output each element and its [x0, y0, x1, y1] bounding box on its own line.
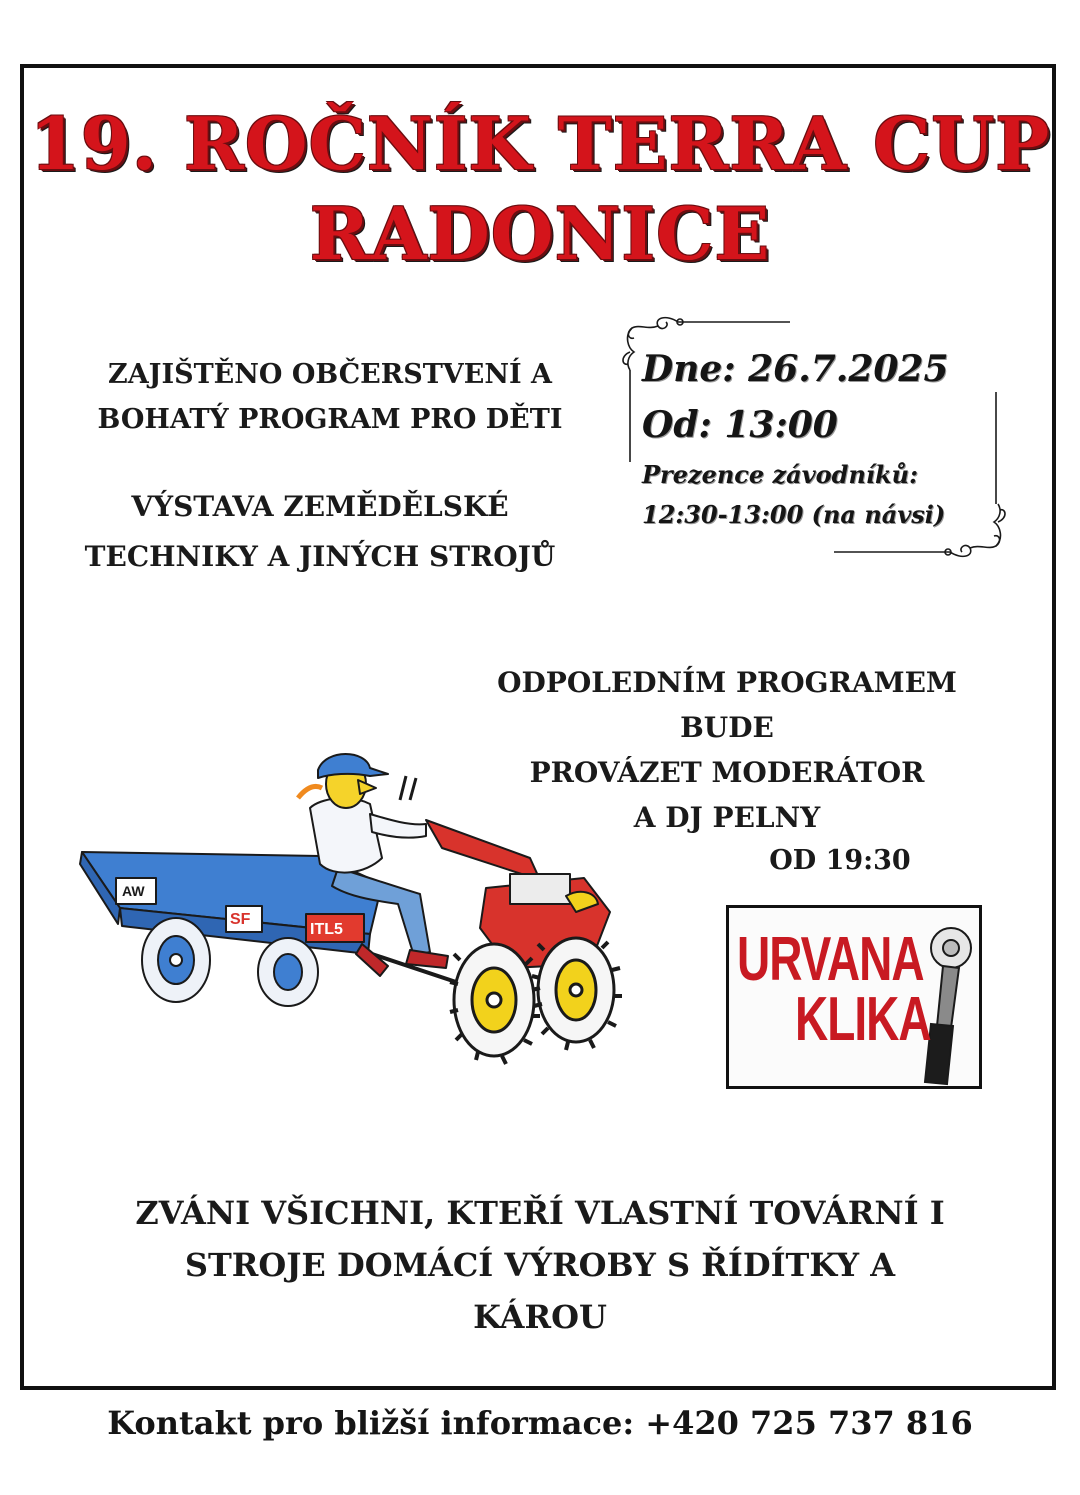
date-box — [618, 312, 1010, 562]
refreshments-line-1: ZAJIŠTĚNO OBČERSTVENÍ A — [108, 359, 552, 390]
band-start-time: OD 19:30 — [769, 845, 911, 876]
event-start-time: Od: 13:00 — [642, 404, 838, 446]
title-line-2: RADONICE — [309, 191, 771, 276]
title-line-1: 19. ROČNÍK TERRA CUP — [29, 101, 1051, 186]
trailer-label: ITL5 — [310, 921, 343, 938]
program-line-2: PROVÁZET MODERÁTOR — [529, 756, 925, 789]
invitation-line-2: STROJE DOMÁCÍ VÝROBY S ŘÍDÍTKY A — [184, 1246, 896, 1284]
trailer-label: SF — [230, 911, 251, 928]
trailer-label: AW — [122, 883, 145, 899]
event-date: Dne: 26.7.2025 — [642, 348, 949, 390]
invitation-text — [100, 1187, 980, 1343]
exhibition-text — [40, 482, 600, 582]
band-name-word-2: KLIKA — [795, 983, 931, 1054]
registration-label: Prezence závodníků: — [642, 460, 918, 489]
contact-info: Kontakt pro bližší informace: +420 725 737 816 — [107, 1404, 973, 1442]
band-logo — [726, 905, 982, 1089]
band-name-word-1: URVANA — [737, 923, 924, 994]
invitation-line-3: KÁROU — [473, 1298, 607, 1336]
exhibition-line-1: VÝSTAVA ZEMĚDĚLSKÉ — [131, 490, 509, 523]
refreshments-line-2: BOHATÝ PROGRAM PRO DĚTI — [97, 404, 563, 435]
program-line-3: A DJ PELNY — [633, 801, 821, 834]
registration-time: 12:30-13:00 (na návsi) — [642, 500, 946, 529]
tractor-illustration — [70, 728, 670, 1078]
refreshments-text — [60, 352, 600, 442]
tractor-drawing-icon — [70, 728, 670, 1078]
exhibition-line-2: TECHNIKY A JINÝCH STROJŮ — [84, 540, 556, 573]
invitation-line-1: ZVÁNI VŠICHNI, KTEŘÍ VLASTNÍ TOVÁRNÍ I — [135, 1194, 945, 1232]
program-line-1: ODPOLEDNÍM PROGRAMEM BUDE — [497, 666, 957, 744]
